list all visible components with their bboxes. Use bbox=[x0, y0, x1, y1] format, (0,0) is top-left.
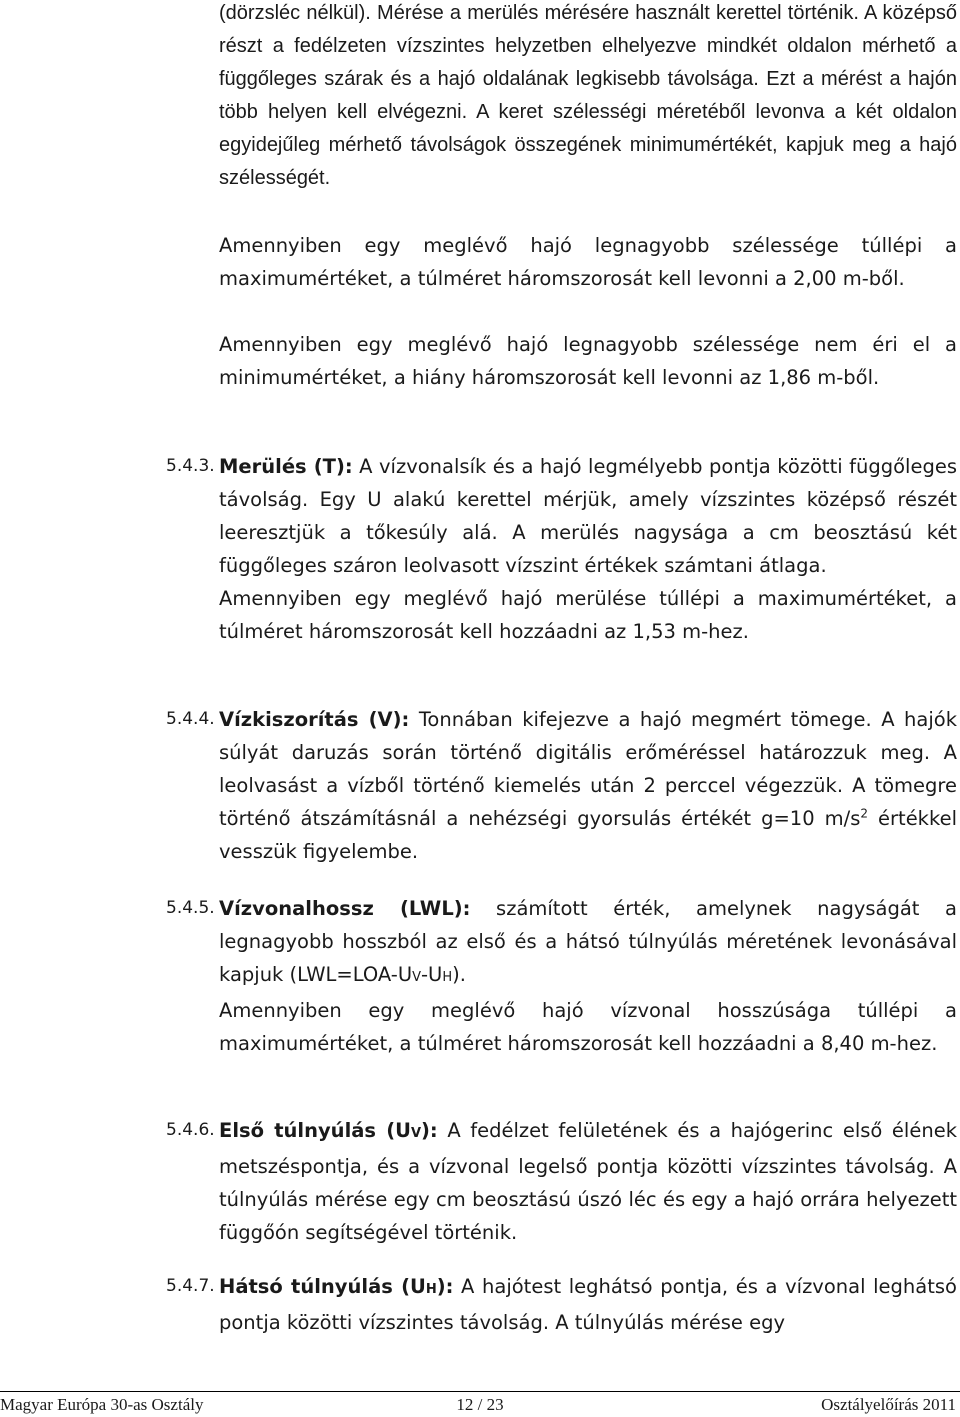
section-5-4-4 bbox=[166, 703, 957, 868]
section-number: 5.4.6. bbox=[166, 1120, 215, 1140]
section-term bbox=[219, 1275, 453, 1298]
section-term: Vízkiszorítás (V): bbox=[219, 708, 410, 731]
intro-paragraph-3: Amennyiben egy meglévő hajó legnagyobb szélessége nem éri el a minimumértéket, a hiány háromszorosát kell levonni az 1,86 m-ből. bbox=[219, 333, 957, 389]
section-text-after: értékkel vesszük figyelembe. bbox=[219, 807, 957, 863]
subscript-v: V bbox=[412, 970, 422, 985]
section-paragraph bbox=[219, 1270, 957, 1339]
section-body bbox=[219, 703, 957, 868]
section-term: Merülés (T): bbox=[219, 455, 353, 478]
term-subscript: V bbox=[410, 1126, 422, 1141]
section-number: 5.4.5. bbox=[166, 898, 215, 918]
term-subscript: H bbox=[425, 1282, 437, 1297]
section-paragraph-2: Amennyiben egy meglévő hajó vízvonal hosszúsága túllépi a maximumértéket, a túlméret háromszorosát kell hozzáadni a 8,40 m-hez. bbox=[219, 999, 957, 1055]
term-part: Hátsó túlnyúlás (U bbox=[219, 1275, 426, 1298]
section-paragraph-2: Amennyiben egy meglévő hajó merülése túllépi a maximumértéket, a túlméret háromszorosát kell hozzáadni az 1,53 m-hez. bbox=[219, 587, 957, 643]
intro-paragraph-1: (dörzsléc nélkül). Mérése a merülés mérésére használt kerettel történik. A középső részt a fedélzeten vízszintes helyzetben elhelyezve mindkét oldalon mérhető a függőleges szárak és a hajó oldalának legkisebb távolsága. Ezt a mérést a hajón több helyen kell elvégezni. A keret szélességi méretéből levonva a két oldalon egyidejűleg mérhető távolságok összegének minimumértékét, kapjuk meg a hajó szélességét. bbox=[219, 2, 957, 189]
footer-right: Osztályelőírás 2011 bbox=[821, 1395, 956, 1414]
section-term bbox=[219, 1119, 438, 1142]
page-footer bbox=[0, 1393, 960, 1417]
section-text: Tonnában kifejezve a hajó megmért tömege. A hajók súlyát daruzás során történő digitális erőméréssel határozzuk meg. A leolvasást a vízből történő kiemelés után 2 perccel végezzük. A tömegre történő átszámításnál a nehézségi gyorsulás értékét g=10 m/s bbox=[219, 708, 957, 830]
section-5-4-6 bbox=[166, 1114, 957, 1249]
section-text: A fedélzet felületének és a hajógerinc első élének metszéspontja, és a vízvonal legelső pontja közötti vízszintes távolság. A túlnyúlás mérése egy cm beosztású úszó léc és egy a hajó orrára helyezett függőón segítségével történik. bbox=[219, 1119, 957, 1244]
section-term: Vízvonalhossz (LWL): bbox=[219, 897, 471, 920]
footer-left: Magyar Európa 30-as Osztály bbox=[0, 1395, 204, 1414]
section-5-4-5 bbox=[166, 892, 957, 1060]
section-text: számított érték, amelynek nagyságát a legnagyobb hosszból az első és a hátsó túlnyúlás méretének levonásával kapjuk (LWL=LOA-U bbox=[219, 897, 957, 986]
section-body bbox=[219, 1270, 957, 1339]
formula-dash: -U bbox=[421, 963, 443, 986]
section-number: 5.4.3. bbox=[166, 456, 215, 476]
section-text: A vízvonalsík és a hajó legmélyebb pontja közötti függőleges távolság. Egy U alakú kerettel mérjük, amely vízszintes középső részét leeresztjük a tőkesúly alá. A merülés nagysága a cm beosztású két függőleges száron leolvasott vízszint értékek számtani átlaga. bbox=[219, 455, 958, 577]
section-body bbox=[219, 1114, 957, 1249]
term-part: ): bbox=[421, 1119, 438, 1142]
section-text: A hajótest leghátsó pontja, és a vízvonal leghátsó pontja közötti vízszintes távolság. A túlnyúlás mérése egy bbox=[219, 1275, 957, 1334]
section-paragraph bbox=[219, 450, 957, 582]
section-number: 5.4.7. bbox=[166, 1276, 215, 1296]
section-5-4-3 bbox=[166, 450, 957, 648]
formula-close: ). bbox=[452, 963, 466, 986]
section-number: 5.4.4. bbox=[166, 709, 215, 729]
subscript-h: H bbox=[442, 970, 453, 985]
term-part: ): bbox=[436, 1275, 454, 1298]
section-body bbox=[219, 892, 957, 1060]
section-paragraph bbox=[219, 1114, 957, 1249]
superscript-exponent: 2 bbox=[860, 806, 869, 821]
page-number: 12 / 23 bbox=[456, 1395, 504, 1414]
section-paragraph bbox=[219, 703, 957, 868]
section-body bbox=[219, 450, 957, 648]
section-paragraph bbox=[219, 892, 957, 994]
intro-paragraph-2: Amennyiben egy meglévő hajó legnagyobb szélessége túllépi a maximumértéket, a túlméret háromszorosát kell levonni a 2,00 m-ből. bbox=[219, 234, 957, 290]
footer-divider bbox=[0, 1391, 960, 1392]
section-5-4-7 bbox=[166, 1270, 957, 1339]
term-part: Első túlnyúlás (U bbox=[219, 1119, 411, 1142]
